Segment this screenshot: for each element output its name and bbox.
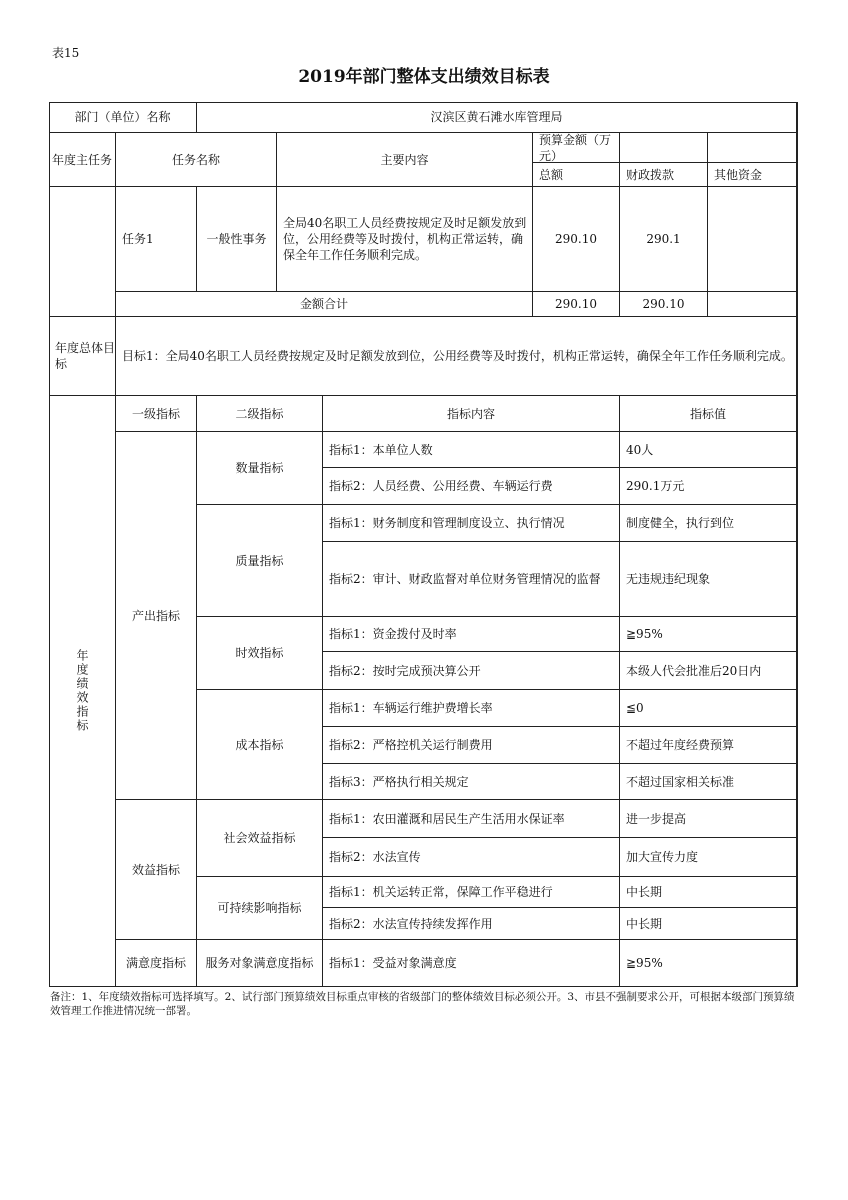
cost-indicator (197, 690, 323, 800)
indicator-value-text: 290.1万元 (626, 479, 685, 493)
task-total (533, 187, 620, 292)
task-id (116, 187, 197, 292)
task-fiscal-text: 290.1 (646, 232, 681, 246)
indicator-value (620, 432, 797, 468)
indicator-value (620, 505, 797, 542)
sum-fiscal-text: 290.10 (642, 297, 685, 311)
indicator-value-text: 中长期 (626, 885, 663, 899)
indicator-content (323, 432, 620, 468)
indicator-content-text: 指标1：资金拨付及时率 (329, 627, 457, 641)
benefit-indicator (116, 800, 197, 940)
total-header (533, 163, 620, 187)
indicator-value (620, 542, 797, 617)
indicator-content-text: 指标2：审计、财政监督对单位财务管理情况的监督 (329, 572, 601, 586)
indicator-value (620, 838, 797, 877)
indicator-content-text: 指标1：机关运转正常，保障工作平稳进行 (329, 885, 553, 899)
dept-label-text: 部门（单位）名称 (74, 110, 171, 124)
indicator-content-text: 指标1：车辆运行维护费增长率 (329, 701, 493, 715)
page-title: 2019年部门整体支出绩效目标表 (298, 67, 550, 87)
cost-indicator-text: 成本指标 (235, 737, 284, 752)
main-content-header (277, 133, 533, 187)
fiscal-header-text: 财政拨款 (626, 167, 675, 182)
level1-header-text: 一级指标 (131, 406, 180, 421)
indicator-content-text: 指标1：财务制度和管理制度设立、执行情况 (329, 516, 565, 530)
satisfaction-indicator-text: 满意度指标 (125, 956, 186, 970)
content-header-text: 指标内容 (446, 406, 495, 421)
fiscal-header (620, 163, 708, 187)
budget-blank-2 (708, 133, 797, 163)
indicator-content (323, 690, 620, 727)
indicator-content-text: 指标2：水法宣传 (329, 850, 421, 864)
sustain-indicator-text: 可持续影响指标 (217, 901, 302, 915)
task-id-text: 任务1 (122, 232, 154, 246)
task-other (708, 187, 797, 292)
indicator-content-text: 指标2：按时完成预决算公开 (329, 663, 481, 678)
benefit-indicator-text: 效益指标 (131, 862, 180, 877)
budget-header (533, 133, 620, 163)
quantity-indicator (197, 432, 323, 505)
indicator-content (323, 727, 620, 764)
indicator-value (620, 652, 797, 690)
indicator-content (323, 652, 620, 690)
indicator-content (323, 908, 620, 940)
task-fiscal (620, 187, 708, 292)
indicator-value (620, 877, 797, 908)
indicator-value-text: 40人 (626, 442, 654, 457)
indicator-content-text: 指标2：严格控机关运行制费用 (329, 738, 493, 752)
indicator-content (323, 542, 620, 617)
value-header (620, 396, 797, 432)
indicator-value-text: 中长期 (626, 916, 663, 931)
indicator-value-text: 加大宣传力度 (626, 850, 699, 864)
output-indicator-text: 产出指标 (131, 608, 180, 623)
timeliness-indicator-text: 时效指标 (235, 646, 284, 660)
indicator-value-text: 不超过国家相关标准 (626, 774, 735, 789)
task-total-text: 290.10 (555, 232, 597, 246)
other-header-text: 其他资金 (714, 167, 763, 182)
task-name (197, 187, 277, 292)
indicator-content-text: 指标2：水法宣传持续发挥作用 (329, 916, 493, 931)
indicator-value-text: 制度健全，执行到位 (626, 516, 735, 530)
level2-header (197, 396, 323, 432)
table-number: 表15 (52, 46, 80, 60)
indicator-value (620, 940, 797, 987)
goal-text-text: 目标1：全局40名职工人员经费按规定及时足额发放到位，公用经费等及时拨付，机构正常运转，确保全年工作任务顺利完成。 (122, 349, 793, 363)
indicator-content-text: 指标1：本单位人数 (329, 442, 433, 457)
indicator-value-text: 无违规违纪现象 (626, 572, 711, 586)
sum-fiscal (620, 292, 708, 317)
goal-label (49, 317, 116, 396)
indicator-content (323, 800, 620, 838)
budget-header-text: 预算金额（万元） (539, 133, 612, 163)
dept-name (197, 102, 797, 133)
indicator-value-text: 本级人代会批准后20日内 (626, 663, 762, 678)
indicator-value (620, 468, 797, 505)
indicator-value (620, 908, 797, 940)
total-header-text: 总额 (539, 167, 564, 182)
level1-header (116, 396, 197, 432)
quality-indicator-text: 质量指标 (235, 553, 284, 568)
quality-indicator (197, 505, 323, 617)
task-content (277, 187, 533, 292)
indicator-content (323, 940, 620, 987)
task-name-header-text: 任务名称 (171, 152, 220, 167)
indicator-value-text: ≦0 (626, 701, 644, 715)
indicator-content-text: 指标3：严格执行相关规定 (329, 774, 469, 789)
indicator-value (620, 800, 797, 838)
task-blank (49, 187, 116, 317)
indicator-content (323, 838, 620, 877)
indicator-content (323, 877, 620, 908)
sum-other (708, 292, 797, 317)
indicator-value (620, 690, 797, 727)
indicator-content-text: 指标1：农田灌溉和居民生产生活用水保证率 (329, 811, 565, 826)
satisfaction-indicator (116, 940, 197, 987)
indicator-value-text: 不超过年度经费预算 (626, 738, 735, 752)
level2-header-text: 二级指标 (235, 406, 284, 421)
quantity-indicator-text: 数量指标 (235, 461, 284, 475)
indicator-content (323, 468, 620, 505)
footnote: 备注：1、年度绩效指标可选择填写。2、试行部门预算绩效目标重点审核的省级部门的整体绩效目标必须公开。3、市县不强制要求公开，可根据本级部门预算绩效管理工作推进情况统一部署。 (50, 991, 795, 1017)
indicator-value-text: ≧95% (626, 627, 663, 641)
perf-label-text: 年度绩效指标 (75, 649, 89, 733)
sum-label-text: 金额合计 (299, 297, 348, 311)
sum-total-text: 290.10 (555, 297, 597, 311)
indicator-value (620, 764, 797, 800)
timeliness-indicator (197, 617, 323, 690)
sustain-indicator (197, 877, 323, 940)
indicator-value (620, 727, 797, 764)
indicator-content (323, 764, 620, 800)
goal-label-text: 年度总体目标 (55, 341, 116, 371)
task-content-text: 全局40名职工人员经费按规定及时足额发放到位，公用经费等及时拨付，机构正常运转，确保全年工作任务顺利完成。 (283, 216, 527, 262)
social-indicator (197, 800, 323, 877)
indicator-content (323, 505, 620, 542)
other-header (708, 163, 797, 187)
task-main-header-text: 年度主任务 (51, 152, 112, 167)
service-indicator (197, 940, 323, 987)
sum-label (116, 292, 533, 317)
task-name-header (116, 133, 277, 187)
social-indicator-text: 社会效益指标 (223, 831, 296, 845)
indicator-value (620, 617, 797, 652)
task-main-header (49, 133, 116, 187)
perf-label (49, 396, 116, 987)
indicator-content-text: 指标1：受益对象满意度 (329, 956, 457, 970)
goal-text (116, 317, 797, 396)
indicator-value-text: ≧95% (626, 956, 663, 970)
content-header (323, 396, 620, 432)
budget-blank-1 (620, 133, 708, 163)
indicator-content-text: 指标2：人员经费、公用经费、车辆运行费 (329, 479, 553, 493)
task-name-text: 一般性事务 (206, 232, 267, 246)
output-indicator (116, 432, 197, 800)
main-content-header-text: 主要内容 (380, 152, 429, 167)
sum-total (533, 292, 620, 317)
dept-name-text: 汉滨区黄石滩水库管理局 (430, 110, 563, 124)
service-indicator-text: 服务对象满意度指标 (205, 956, 314, 970)
indicator-content (323, 617, 620, 652)
value-header-text: 指标值 (689, 406, 726, 421)
indicator-value-text: 进一步提高 (626, 811, 687, 826)
dept-label (49, 102, 197, 133)
